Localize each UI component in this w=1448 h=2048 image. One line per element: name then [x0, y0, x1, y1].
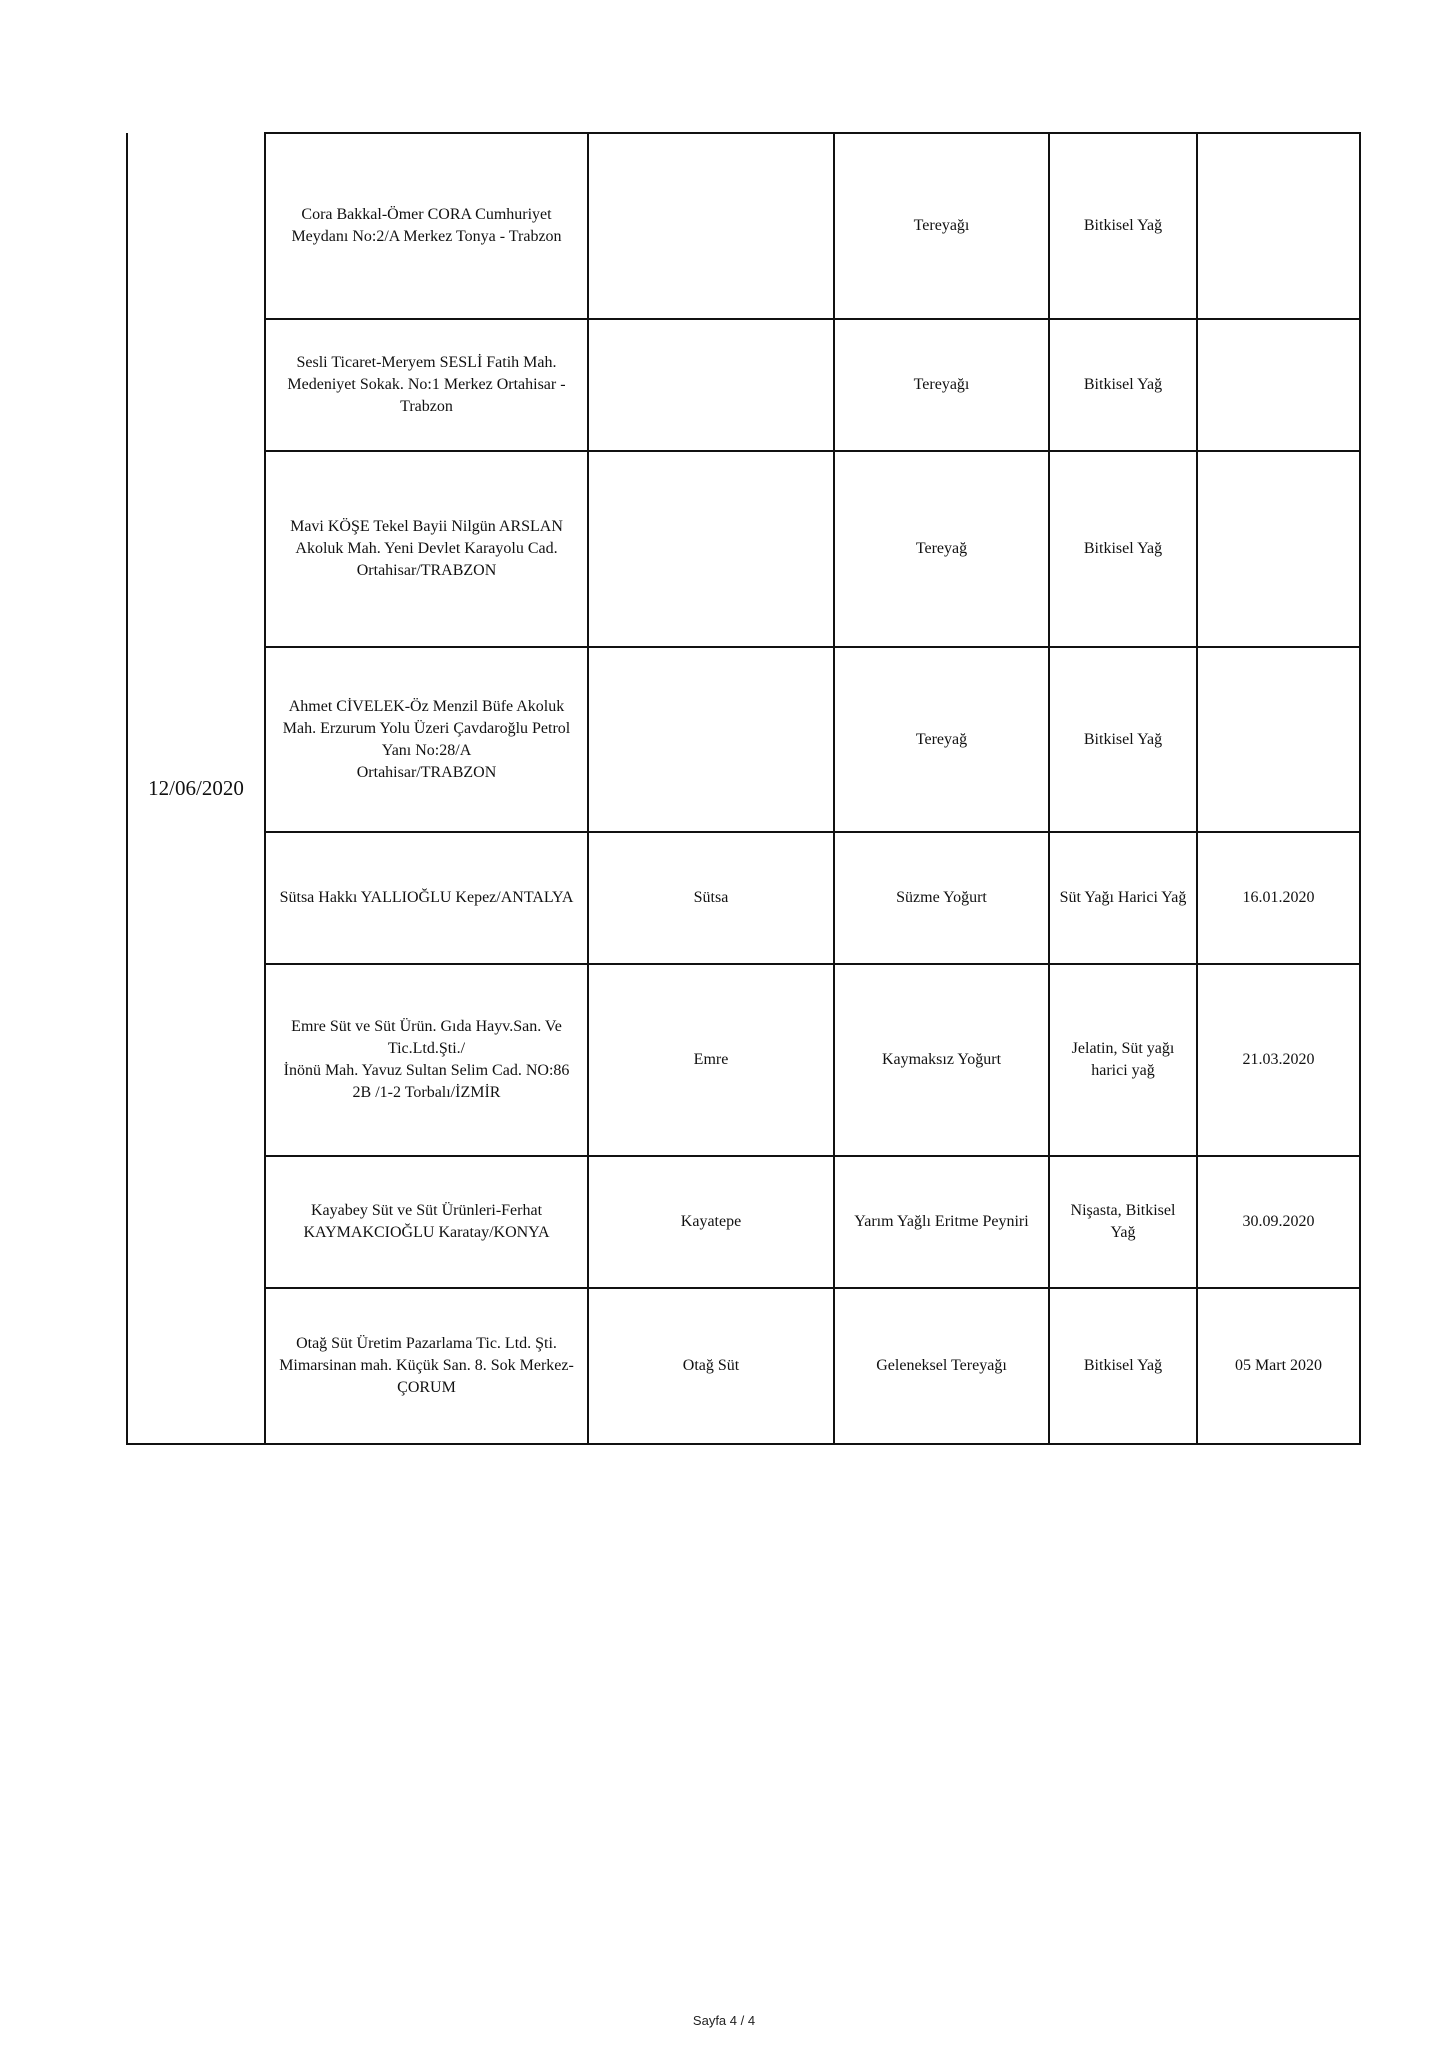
table-row — [127, 964, 1360, 1156]
table-row — [127, 451, 1360, 647]
firm-cell: Ahmet CİVELEK-Öz Menzil Büfe Akoluk Mah. Erzurum Yolu Üzeri Çavdaroğlu Petrol Yanı No:28/A Ortahisar/TRABZON — [265, 647, 588, 832]
firm-cell: Kayabey Süt ve Süt Ürünleri-Ferhat KAYMAKCIOĞLU Karatay/KONYA — [265, 1156, 588, 1288]
finding-cell: Bitkisel Yağ — [1049, 319, 1197, 451]
product-cell: Yarım Yağlı Eritme Peyniri — [834, 1156, 1049, 1288]
date-cell: 16.01.2020 — [1197, 832, 1360, 964]
firm-cell: Sesli Ticaret-Meryem SESLİ Fatih Mah. Medeniyet Sokak. No:1 Merkez Ortahisar - Trabzon — [265, 319, 588, 451]
brand-cell — [588, 647, 834, 832]
firm-cell: Cora Bakkal-Ömer CORA Cumhuriyet Meydanı No:2/A Merkez Tonya - Trabzon — [265, 133, 588, 319]
firm-cell: Sütsa Hakkı YALLIOĞLU Kepez/ANTALYA — [265, 832, 588, 964]
brand-cell — [588, 319, 834, 451]
firm-cell: Otağ Süt Üretim Pazarlama Tic. Ltd. Şti. Mimarsinan mah. Küçük San. 8. Sok Merkez- ÇORUM — [265, 1288, 588, 1444]
brand-cell: Otağ Süt — [588, 1288, 834, 1444]
product-cell: Tereyağ — [834, 451, 1049, 647]
date-cell: 30.09.2020 — [1197, 1156, 1360, 1288]
product-cell: Tereyağ — [834, 647, 1049, 832]
date-cell — [1197, 647, 1360, 832]
date-cell — [1197, 319, 1360, 451]
finding-cell: Bitkisel Yağ — [1049, 451, 1197, 647]
date-cell — [1197, 133, 1360, 319]
brand-cell: Kayatepe — [588, 1156, 834, 1288]
product-cell: Kaymaksız Yoğurt — [834, 964, 1049, 1156]
page-number: Sayfa 4 / 4 — [692, 2013, 756, 2028]
sampling-date-cell: 12/06/2020 — [127, 133, 265, 1444]
finding-cell: Bitkisel Yağ — [1049, 647, 1197, 832]
brand-cell: Sütsa — [588, 832, 834, 964]
results-table — [126, 132, 1361, 1445]
product-cell: Tereyağı — [834, 133, 1049, 319]
date-cell: 05 Mart 2020 — [1197, 1288, 1360, 1444]
firm-cell: Emre Süt ve Süt Ürün. Gıda Hayv.San. Ve Tic.Ltd.Şti./ İnönü Mah. Yavuz Sultan Selim Cad. NO:86 2B /1-2 Torbalı/İZMİR — [265, 964, 588, 1156]
table-row — [127, 647, 1360, 832]
finding-cell: Süt Yağı Harici Yağ — [1049, 832, 1197, 964]
table-row — [127, 133, 1360, 319]
brand-cell — [588, 451, 834, 647]
table-row — [127, 1156, 1360, 1288]
finding-cell: Bitkisel Yağ — [1049, 133, 1197, 319]
product-cell: Tereyağı — [834, 319, 1049, 451]
finding-cell: Bitkisel Yağ — [1049, 1288, 1197, 1444]
brand-cell — [588, 133, 834, 319]
finding-cell: Nişasta, Bitkisel Yağ — [1049, 1156, 1197, 1288]
table-row — [127, 319, 1360, 451]
table-row — [127, 1288, 1360, 1444]
product-cell: Geleneksel Tereyağı — [834, 1288, 1049, 1444]
product-cell: Süzme Yoğurt — [834, 832, 1049, 964]
table-row — [127, 832, 1360, 964]
brand-cell: Emre — [588, 964, 834, 1156]
finding-cell: Jelatin, Süt yağı harici yağ — [1049, 964, 1197, 1156]
firm-cell: Mavi KÖŞE Tekel Bayii Nilgün ARSLAN Akoluk Mah. Yeni Devlet Karayolu Cad. Ortahisar/TRABZON — [265, 451, 588, 647]
date-cell — [1197, 451, 1360, 647]
date-cell: 21.03.2020 — [1197, 964, 1360, 1156]
